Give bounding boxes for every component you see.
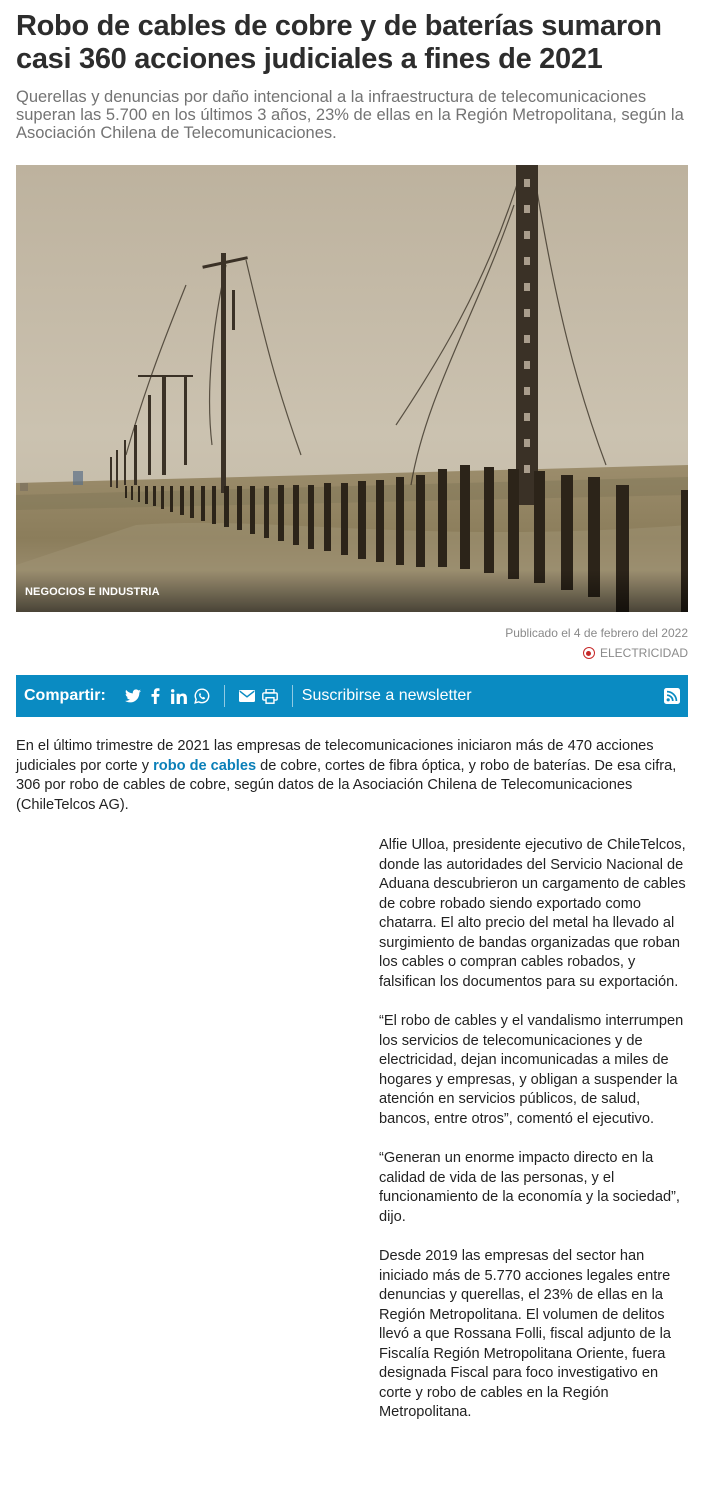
linkedin-icon[interactable]	[171, 688, 187, 704]
body-paragraph: “Generan un enorme impacto directo en la calidad de vida de las personas, y el funcionamiento de la economía y la sociedad”, dijo.	[379, 1150, 680, 1225]
newsletter-link[interactable]: Suscribirse a newsletter	[301, 687, 472, 704]
intro-text-end: de cobre, cortes de fibra óptica, y robo de baterías. De esa cifra, 306 por robo de cables de cobre, según datos de la Asociación Chilena de Telecomunicaciones (ChileTelcos AG).	[16, 757, 677, 813]
share-label: Compartir:	[24, 687, 106, 704]
publish-date: Publicado el 4 de febrero del 2022	[505, 626, 688, 640]
article-subtitle: Querellas y denuncias por daño intencional a la infraestructura de telecomunicaciones superan las 5.700 en los últimos 3 años, 23% de ellas en la Región Metropolitana, según la Asociación Chilena de Telecomunicaciones.	[16, 88, 684, 142]
hero-photo-utility-poles	[16, 165, 688, 612]
category-badge[interactable]	[16, 570, 688, 612]
body-paragraph: Desde 2019 las empresas del sector han iniciado más de 5.770 acciones legales entre denuncias y querellas, el 23% de ellas en la Región Metropolitana. El volumen de delitos llevó a que Rossana Folli, fiscal adjunto de la Fiscalía Región Metropolitana Oriente, fuera designada Fiscal para foco investigativo en corte y robo de cables en la Región Metropolitana.	[379, 1248, 672, 1420]
facebook-icon[interactable]	[148, 688, 164, 704]
twitter-icon[interactable]	[125, 688, 141, 704]
share-icons	[125, 685, 300, 707]
rss-icon[interactable]	[664, 688, 680, 704]
email-icon[interactable]	[239, 688, 255, 704]
share-bar	[16, 675, 688, 717]
tag-label[interactable]: ELECTRICIDAD	[599, 646, 688, 660]
record-icon	[583, 647, 595, 659]
article-tag[interactable]	[583, 645, 688, 661]
whatsapp-icon[interactable]	[194, 688, 210, 704]
share-divider	[224, 685, 225, 707]
hero-image	[16, 165, 688, 612]
intro-text-start: En el último trimestre de 2021 las empresas de telecomunicaciones iniciaron más de 470 acciones judiciales por corte y	[16, 738, 654, 774]
article-headline: Robo de cables de cobre y de baterías sumaron casi 360 acciones judiciales a fines de 2021	[16, 10, 662, 75]
body-paragraph: Alfie Ulloa, presidente ejecutivo de ChileTelcos, donde las autoridades del Servicio Nacional de Aduana descubrieron un cargamento de cables de cobre robado siendo exportado como chatarra. El alto precio del metal ha llevado al surgimiento de bandas organizadas que roban los cables o compran cables robados, y falsifican los documentos para su exportación.	[379, 837, 686, 990]
article-intro	[16, 737, 692, 815]
article-body	[379, 836, 694, 1443]
body-paragraph: “El robo de cables y el vandalismo interrumpen los servicios de telecomunicaciones y de electricidad, dejan incomunicadas a miles de hogares y empresas, y obligan a suspender la atención en servicios públicos, de salud, bancos, entre otros”, comentó el ejecutivo.	[379, 1013, 684, 1127]
category-label[interactable]: NEGOCIOS E INDUSTRIA	[25, 586, 160, 598]
robo-de-cables-link[interactable]: robo de cables	[153, 757, 257, 774]
share-divider	[292, 685, 293, 707]
print-icon[interactable]	[262, 688, 278, 704]
